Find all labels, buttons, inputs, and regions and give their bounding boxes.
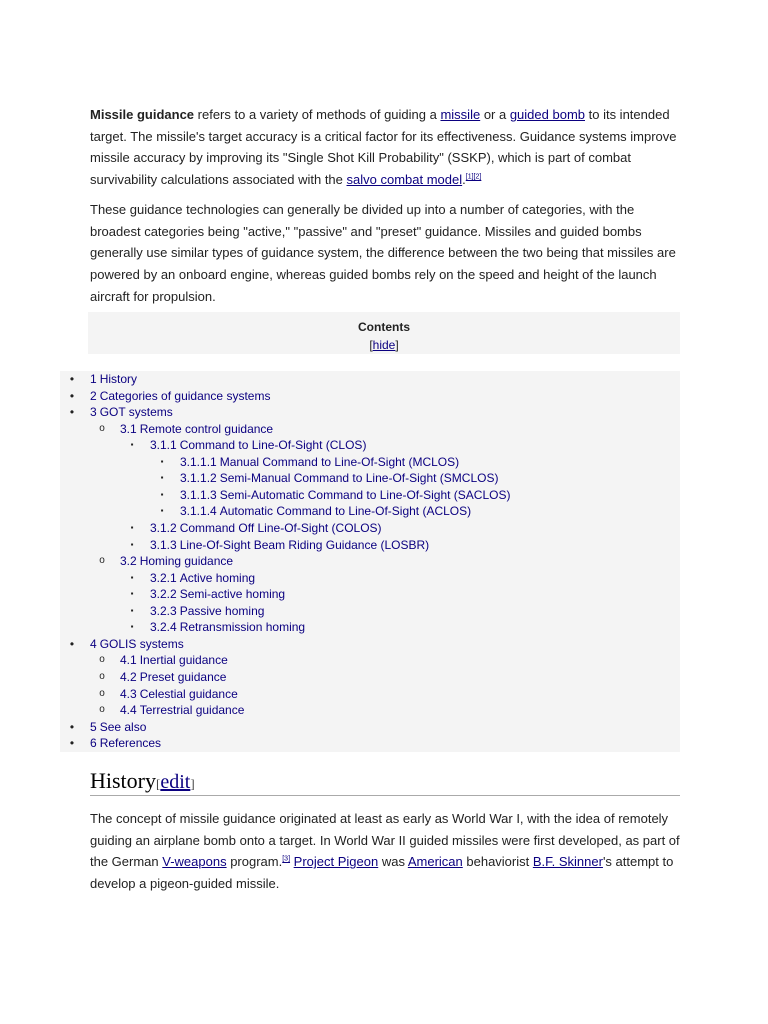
project-pigeon-link[interactable]: Project Pigeon (293, 854, 379, 870)
intro-term: Missile guidance (90, 107, 195, 122)
toc-item[interactable] (69, 636, 184, 652)
toc-text: Homing guidance (139, 554, 234, 568)
toc-number: 6 (90, 736, 97, 751)
toc-number: 3.2.4 (150, 620, 177, 635)
toc-hide-close-bracket: ] (395, 338, 399, 352)
toc-item[interactable] (69, 735, 162, 751)
toc-bullet: • (69, 719, 75, 734)
toc-text: Passive homing (179, 603, 265, 618)
toc-number: 4 (90, 636, 97, 651)
toc-bullet: • (69, 372, 75, 386)
toc-item[interactable] (69, 371, 138, 387)
toc-bullet: ▪ (130, 572, 134, 582)
toc-item[interactable] (160, 503, 472, 519)
toc-bullet: • (69, 405, 75, 420)
toc-bullet: • (69, 636, 75, 651)
toc-number: 3.1.1.2 (180, 471, 217, 486)
edit-close-bracket: ] (190, 776, 195, 791)
toc-number: 3.2.3 (150, 603, 177, 618)
toc-bullet: ▪ (160, 473, 164, 483)
toc-item[interactable] (160, 487, 511, 503)
toc-number: 2 (90, 388, 97, 403)
toc-text: Preset guidance (139, 669, 227, 684)
v-weapons-link[interactable]: V-weapons (162, 854, 227, 870)
toc-item[interactable] (130, 570, 256, 586)
toc-number: 3.1.1.3 (180, 487, 217, 502)
toc-text: Semi-active homing (179, 587, 286, 602)
toc-item[interactable] (99, 652, 228, 668)
toc-number: 3 (90, 405, 97, 420)
toc-item[interactable] (130, 520, 382, 536)
toc-text: Remote control guidance (139, 421, 274, 436)
toc-bullet: ▪ (130, 622, 134, 632)
toc-text: Categories of guidance systems (99, 388, 271, 403)
toc-item[interactable] (160, 454, 460, 470)
toc-text: References (99, 736, 162, 751)
toc-bullet: ▪ (130, 523, 134, 532)
toc-text: Terrestrial guidance (139, 703, 245, 717)
toc-item[interactable] (99, 702, 245, 718)
toc-text: Retransmission homing (179, 620, 306, 635)
intro-text-2: or a (480, 107, 510, 122)
toc-text: Celestial guidance (139, 686, 238, 701)
bf-skinner-link[interactable]: B.F. Skinner (532, 854, 603, 870)
toc-number: 3.1 (120, 421, 137, 436)
toc-item[interactable] (69, 388, 271, 404)
history-text-1: The concept of missile guidance originated at least as early as World War I, with the idea of remotely guiding an airplane bomb onto a target. In World War II guided missiles were first developed, as part of the German (90, 811, 680, 870)
toc-bullet: ▪ (130, 589, 134, 599)
categories-paragraph: These guidance technologies can generally be divided up into a number of categories, with the broadest categories being "active," "passive" and "preset" guidance. Missiles and guided bombs generally use similar types of guidance system, the difference between the two being that missiles are powered by an onboard engine, whereas guided bombs rely on the speed and height of the launch aircraft for propulsion. (90, 202, 676, 304)
american-link[interactable]: American (407, 854, 463, 870)
toc-number: 3.1.1.1 (180, 454, 217, 469)
toc-text: Semi-Manual Command to Line-Of-Sight (SMCLOS) (219, 471, 499, 486)
toc-item[interactable] (130, 537, 430, 553)
history-text-6: 's attempt to develop a pigeon-guided missile. (90, 854, 674, 892)
toc-number: 1 (90, 372, 97, 386)
toc-bullet: ▪ (130, 605, 134, 615)
toc-item[interactable] (130, 437, 367, 453)
toc-item[interactable] (99, 553, 234, 569)
toc-number: 3.1.2 (150, 521, 177, 535)
toc-text: GOLIS systems (99, 636, 184, 651)
toc-text: Command Off Line-Of-Sight (COLOS) (179, 521, 382, 535)
toc-bullet: o (99, 654, 105, 666)
toc-bullet: ▪ (160, 506, 164, 516)
citation-1-2[interactable]: [1][2] (465, 173, 482, 181)
guided-bomb-link[interactable]: guided bomb (509, 107, 585, 122)
toc-text: Manual Command to Line-Of-Sight (MCLOS) (219, 454, 460, 469)
toc-bullet: o (99, 670, 105, 682)
toc-number: 4.3 (120, 686, 137, 701)
history-heading (90, 767, 680, 796)
toc-bullet: ▪ (130, 539, 134, 549)
toc-text: Active homing (179, 570, 256, 585)
toc-hide-open-bracket: [ (369, 338, 373, 352)
toc-title: Contents (358, 320, 410, 334)
toc-item[interactable] (99, 669, 227, 685)
toc-number: 3.1.1 (150, 438, 177, 453)
toc-number: 4.4 (120, 703, 137, 717)
intro-text-4: . (462, 172, 466, 188)
intro-paragraph (90, 104, 684, 191)
citation-3[interactable]: [3] (282, 856, 291, 864)
toc-item[interactable] (130, 619, 306, 635)
toc-number: 3.1.3 (150, 537, 177, 552)
history-edit-link[interactable]: edit (160, 771, 191, 793)
toc-hide-link[interactable]: hide (372, 338, 396, 352)
history-text-4: was (378, 854, 408, 870)
missile-link[interactable]: missile (440, 107, 481, 122)
toc-item[interactable] (69, 719, 147, 735)
toc-text: GOT systems (99, 405, 173, 420)
toc-text: Line-Of-Sight Beam Riding Guidance (LOSBR) (179, 537, 430, 552)
toc-bullet: o (99, 687, 105, 699)
toc-bullet: o (99, 422, 105, 434)
toc-item[interactable] (130, 603, 265, 619)
toc-number: 3.2.1 (150, 570, 177, 585)
toc-item[interactable] (99, 686, 238, 702)
toc-bullet: ▪ (160, 456, 164, 466)
toc-number: 4.1 (120, 653, 137, 668)
toc-item[interactable] (160, 470, 499, 486)
toc-text: Inertial guidance (139, 653, 228, 668)
history-text-5: behaviorist (462, 854, 533, 870)
toc-item[interactable] (130, 586, 286, 602)
edit-open-bracket: [ (156, 776, 161, 791)
toc-bullet: ▪ (160, 489, 164, 499)
toc-bullet: ▪ (130, 440, 134, 450)
toc-bullet: • (69, 388, 75, 403)
toc-text: Semi-Automatic Command to Line-Of-Sight (SACLOS) (219, 487, 511, 502)
history-paragraph (90, 808, 684, 895)
toc-header (88, 312, 680, 354)
intro-text-3: to its intended target. The missile's target accuracy is a critical factor for its effectiveness. Guidance systems improve missile accuracy by improving its "Single Shot Kill Probability" (SSKP), which is part of combat survivability calculations associated with the (90, 107, 677, 188)
toc-bullet: • (69, 736, 75, 751)
toc-number: 3.2.2 (150, 587, 177, 602)
toc-bullet: o (99, 555, 105, 566)
toc-number: 3.1.1.4 (180, 504, 217, 519)
intro-text-1: refers to a variety of methods of guiding a (194, 107, 441, 122)
toc-text: Command to Line-Of-Sight (CLOS) (179, 438, 367, 453)
toc-number: 4.2 (120, 669, 137, 684)
toc-text: Automatic Command to Line-Of-Sight (ACLOS) (219, 504, 472, 519)
toc-number: 5 (90, 719, 97, 734)
toc-text: See also (99, 719, 147, 734)
history-text-2: program. (226, 854, 283, 870)
history-heading-text: History (90, 768, 156, 793)
toc-bullet: o (99, 704, 105, 715)
toc-text: History (99, 372, 138, 386)
salvo-combat-model-link[interactable]: salvo combat model (346, 172, 463, 188)
toc-item[interactable] (69, 404, 173, 420)
toc-number: 3.2 (120, 554, 137, 568)
toc-hide-toggle (88, 338, 680, 352)
toc-item[interactable] (99, 421, 274, 437)
